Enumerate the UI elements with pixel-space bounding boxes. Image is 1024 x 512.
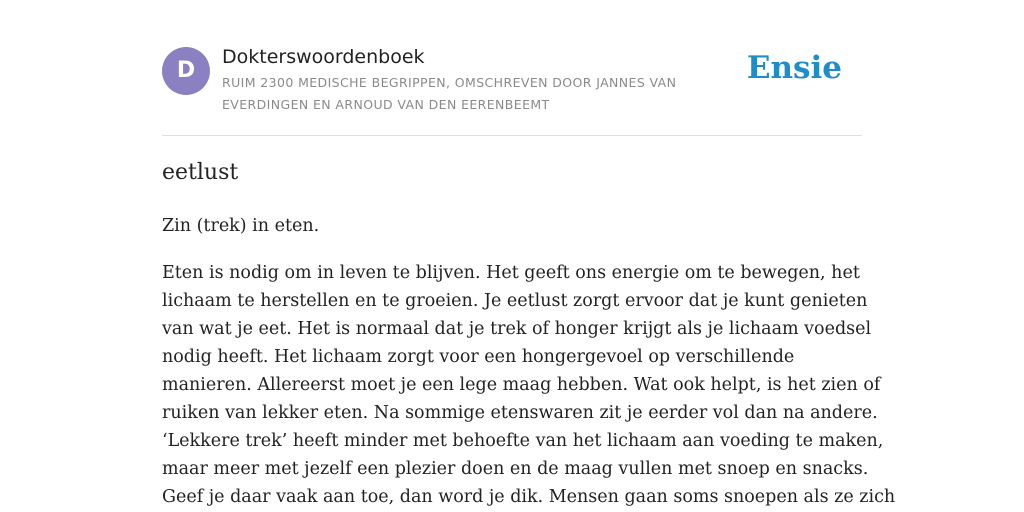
entry-body-line: manieren. Allereerst moet je een lege maag hebben. Wat ook helpt, is het zien of bbox=[162, 375, 881, 395]
entry-body-line: maar meer met jezelf een plezier doen en de maag vullen met snoep en snacks. bbox=[162, 459, 869, 479]
entry-body-line: Eten is nodig om in leven te blijven. Het geeft ons energie om te bewegen, het bbox=[162, 263, 860, 283]
dictionary-avatar[interactable]: D bbox=[162, 47, 210, 95]
main-content bbox=[162, 0, 896, 507]
entry-body bbox=[162, 259, 896, 511]
entry-body-line: van wat je eet. Het is normaal dat je trek of honger krijgt als je lichaam voedsel bbox=[162, 319, 872, 339]
entry-body-line: lichaam te herstellen en te groeien. Je eetlust zorgt ervoor dat je kunt genieten bbox=[162, 291, 868, 311]
entry-body-line: Geef je daar vaak aan toe, dan word je dik. Mensen gaan soms snoepen als ze zich bbox=[162, 487, 896, 507]
entry-body-line: ruiken van lekker eten. Na sommige etenswaren zit je eerder vol dan na andere. bbox=[162, 403, 878, 423]
dictionary-header bbox=[162, 0, 862, 136]
entry-body-line: nodig heeft. Het lichaam zorgt voor een hongergevoel op verschillende bbox=[162, 347, 795, 367]
dictionary-title[interactable]: Dokterswoordenboek bbox=[222, 46, 425, 68]
entry-term: eetlust bbox=[162, 160, 239, 185]
dictionary-subtitle: RUIM 2300 MEDISCHE BEGRIPPEN, OMSCHREVEN DOOR JANNES VAN EVERDINGEN EN ARNOUD VAN DEN EERENBEEMT bbox=[222, 75, 677, 112]
entry-definition: Zin (trek) in eten. bbox=[162, 216, 320, 236]
entry-body-line: ‘Lekkere trek’ heeft minder met behoefte van het lichaam aan voeding te maken, bbox=[162, 431, 884, 451]
ensie-logo[interactable]: Ensie bbox=[746, 50, 842, 86]
